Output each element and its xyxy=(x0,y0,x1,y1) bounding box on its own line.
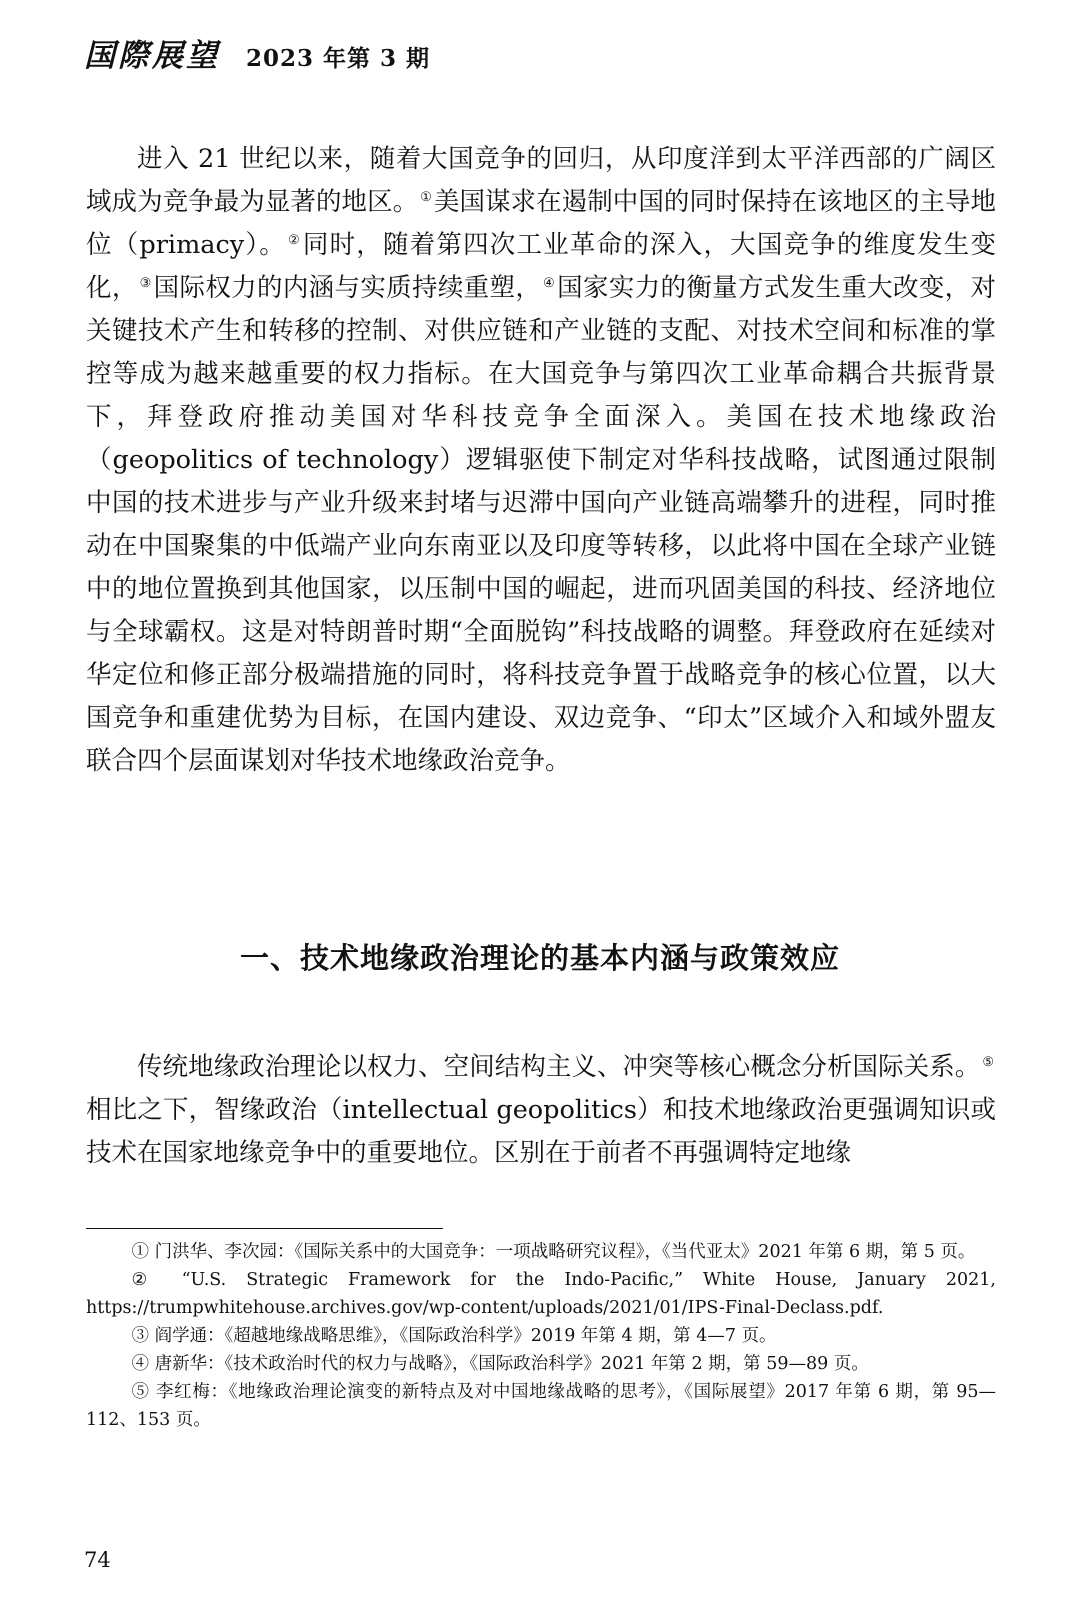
body-paragraph-1 xyxy=(86,138,996,783)
footnote-ref-5[interactable]: ⑤ xyxy=(982,1054,994,1070)
issue-label: 2023 年第 3 期 xyxy=(246,45,431,72)
footnote-5: ⑤ 李红梅：《地缘政治理论演变的新特点及对中国地缘战略的思考》，《国际展望》2017 年第 6 期，第 95—112、153 页。 xyxy=(86,1382,996,1430)
footnote-2: ② “U.S. Strategic Framework for the Indo-Pacific,” White House, January 2021, https://trumpwhitehouse.archives.gov/wp-content/uploads/2021/01/IPS-Final-Declass.pdf. xyxy=(86,1270,996,1318)
p2-sentence-1: 传统地缘政治理论以权力、空间结构主义、冲突等核心概念分析国际关系。 xyxy=(137,1052,981,1082)
footnote-ref-4[interactable]: ④ xyxy=(543,275,556,291)
footnote-ref-1[interactable]: ① xyxy=(420,189,432,205)
page-number: 74 xyxy=(84,1548,111,1572)
journal-logo: 国際展望 xyxy=(84,38,220,74)
footnote-ref-2[interactable]: ② xyxy=(288,232,301,248)
p1-sentence-4: 国际权力的内涵与实质持续重塑， xyxy=(153,273,542,303)
footnote-1: ① 门洪华、李次园：《国际关系中的大国竞争：一项战略研究议程》，《当代亚太》2021 年第 6 期，第 5 页。 xyxy=(131,1242,976,1262)
body-paragraph-2 xyxy=(86,1046,996,1175)
p2-sentence-2: 相比之下，智缘政治（intellectual geopolitics）和技术地缘政治更强调知识或技术在国家地缘竞争中的重要地位。区别在于前者不再强调特定地缘 xyxy=(86,1095,996,1168)
footnote-ref-3[interactable]: ③ xyxy=(139,275,152,291)
p1-sentence-2: 美国谋求在遏制中国的同时保持在该地区的主导地位（primacy）。 xyxy=(86,187,996,260)
footnote-4: ④ 唐新华：《技术政治时代的权力与战略》，《国际政治科学》2021 年第 2 期，第 59—89 页。 xyxy=(131,1354,869,1374)
footnote-3: ③ 阎学通：《超越地缘战略思维》，《国际政治科学》2019 年第 4 期，第 4—7 页。 xyxy=(131,1326,777,1346)
footnote-divider xyxy=(86,1228,443,1229)
p1-sentence-5: 国家实力的衡量方式发生重大改变，对关键技术产生和转移的控制、对供应链和产业链的支配、对技术空间和标准的掌控等成为越来越重要的权力指标。在大国竞争与第四次工业革命耦合共振背景下，拜登政府推动美国对华科技竞争全面深入。美国在技术地缘政治（geopolitics of technology）逻辑驱使下制定对华科技战略，试图通过限制中国的技术进步与产业升级来封堵与迟滞中国向产业链高端攀升的进程，同时推动在中国聚集的中低端产业向东南亚以及印度等转移，以此将中国在全球产业链中的地位置换到其他国家，以压制中国的崛起，进而巩固美国的科技、经济地位与全球霸权。这是对特朗普时期“全面脱钩”科技战略的调整。拜登政府在延续对华定位和修正部分极端措施的同时，将科技竞争置于战略竞争的核心位置，以大国竞争和重建优势为目标，在国内建设、双边竞争、“印太”区域介入和域外盟友联合四个层面谋划对华技术地缘政治竞争。 xyxy=(86,273,996,776)
p1-sentence-1: 进入 21 世纪以来，随着大国竞争的回归，从印度洋到太平洋西部的广阔区域成为竞争最为显著的地区。 xyxy=(86,144,996,217)
p1-sentence-3: 同时，随着第四次工业革命的深入，大国竞争的维度发生变化， xyxy=(86,230,996,303)
section-heading: 一、技术地缘政治理论的基本内涵与政策效应 xyxy=(239,941,840,975)
running-header xyxy=(84,30,431,74)
footnotes xyxy=(86,1238,996,1434)
